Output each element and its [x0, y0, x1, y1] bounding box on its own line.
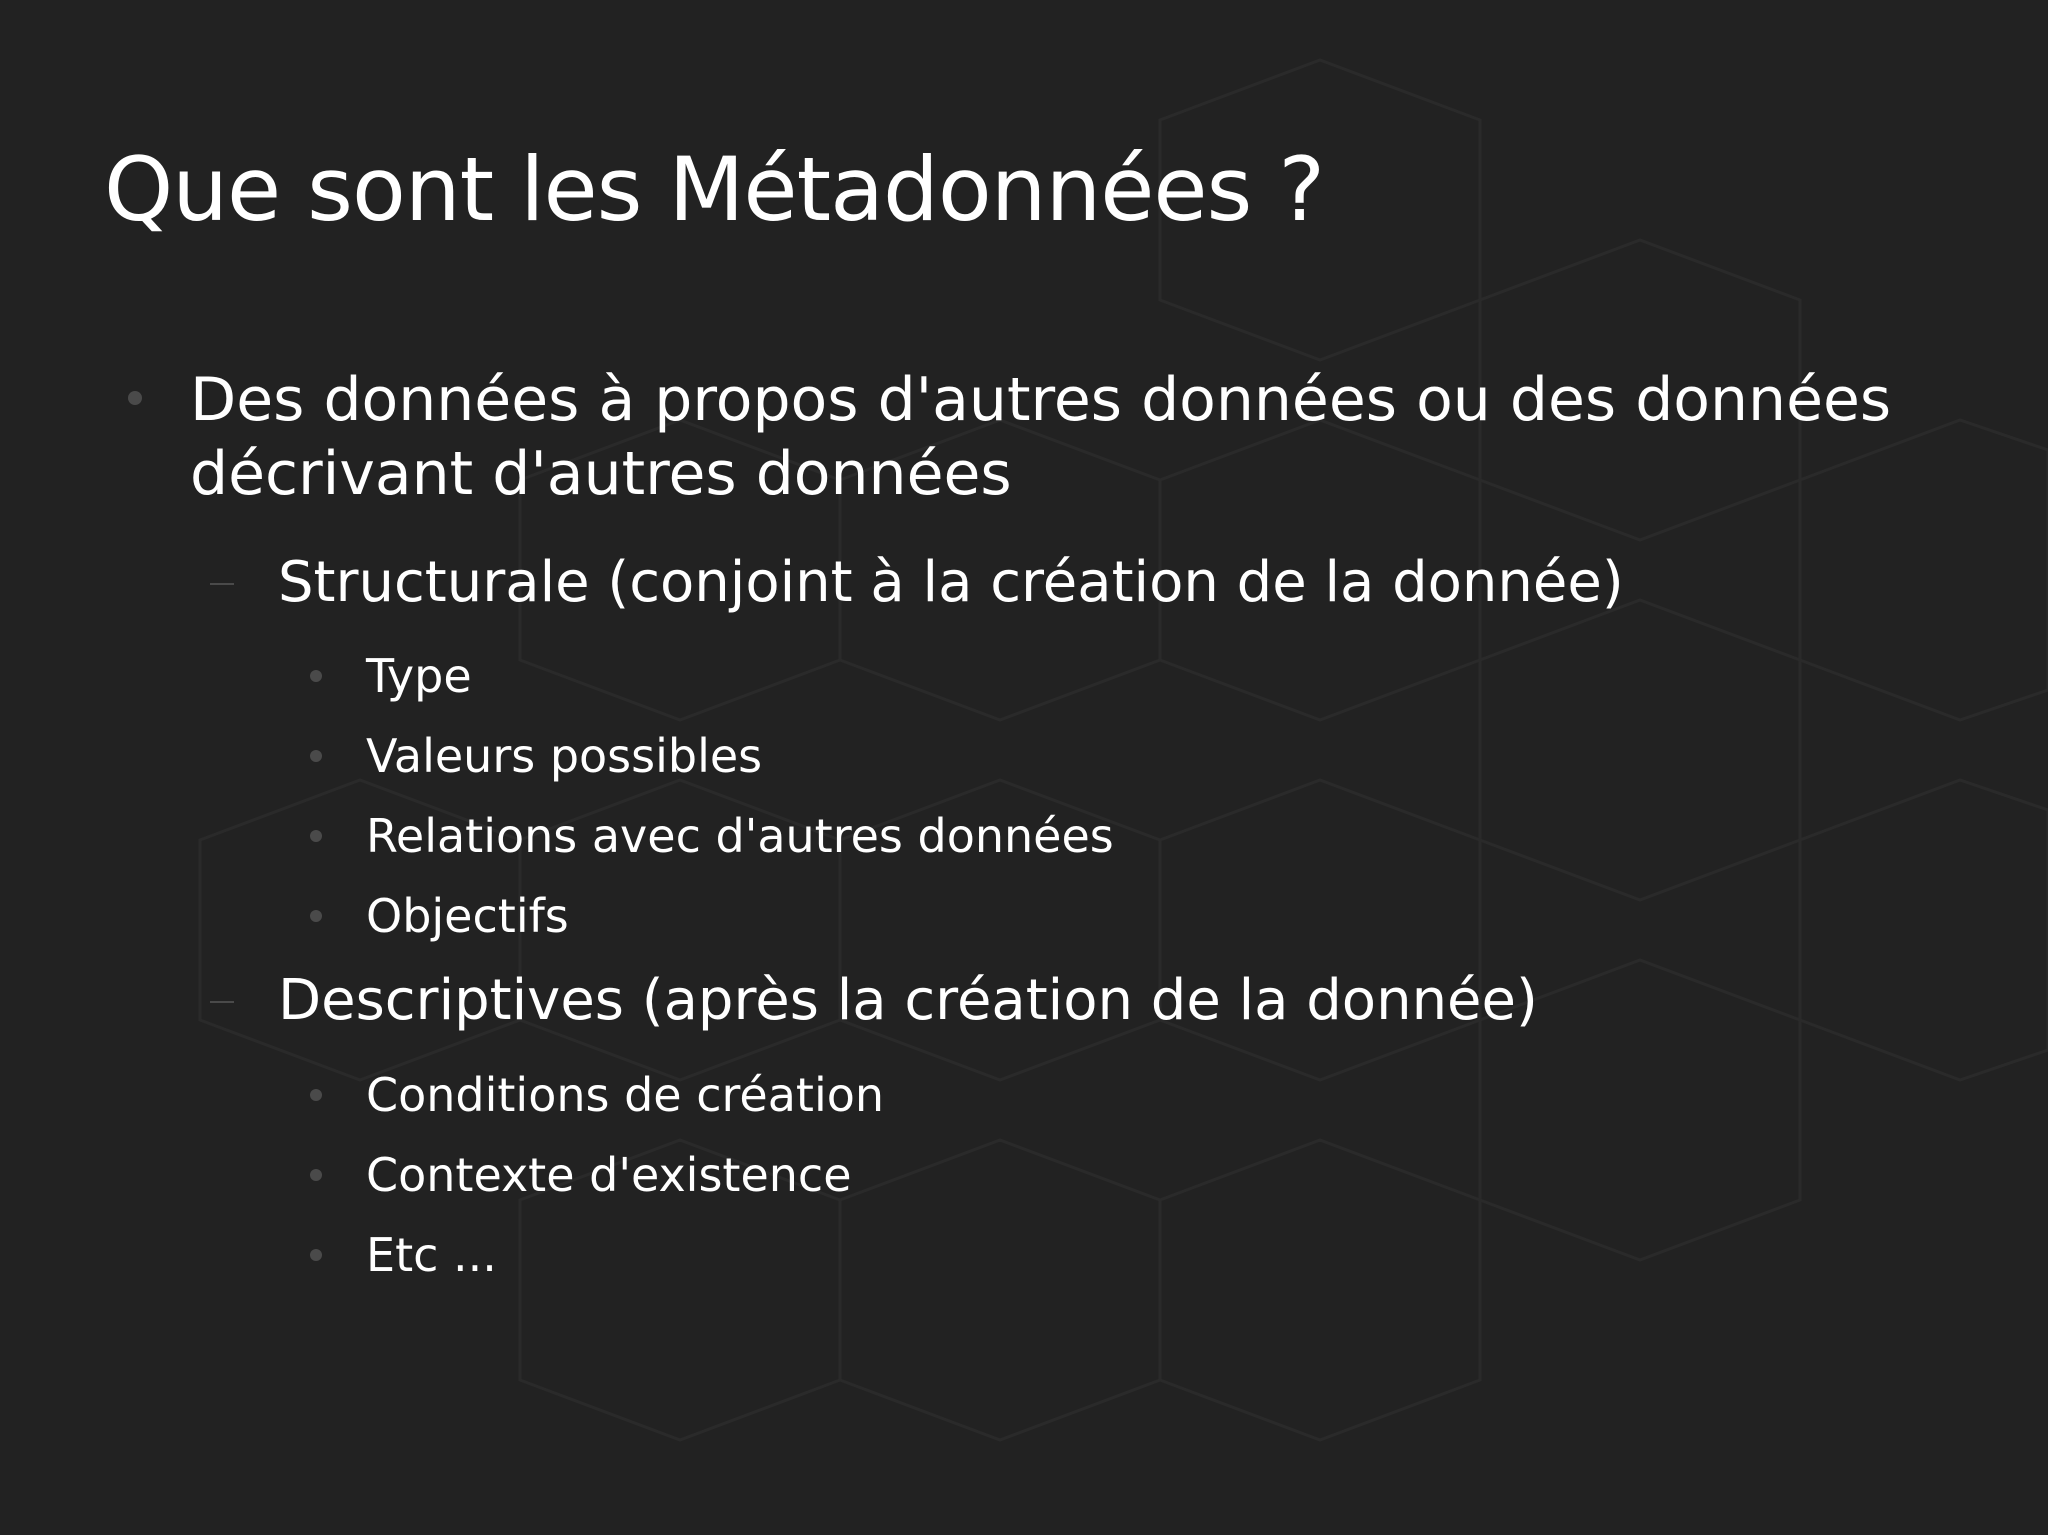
list-item: Valeurs possibles — [366, 729, 763, 783]
bullet-dot-icon — [128, 391, 142, 405]
list-item: Conditions de création — [366, 1068, 885, 1122]
bullet-dot-icon — [310, 1169, 322, 1181]
list-item: Objectifs — [366, 889, 569, 943]
list-item: Relations avec d'autres données — [366, 809, 1114, 863]
dash-bullet-icon — [210, 1001, 234, 1003]
slide-title: Que sont les Métadonnées ? — [104, 138, 1325, 241]
main-point-line-2: décrivant d'autres données — [190, 439, 1012, 509]
bullet-dot-icon — [310, 750, 322, 762]
bullet-dot-icon — [310, 910, 322, 922]
bullet-dot-icon — [310, 1249, 322, 1261]
dash-bullet-icon — [210, 583, 234, 585]
bullet-dot-icon — [310, 830, 322, 842]
list-item: Contexte d'existence — [366, 1148, 852, 1202]
section-descriptives-label: Descriptives (après la création de la donnée) — [278, 968, 1538, 1033]
list-item: Etc ... — [366, 1228, 497, 1282]
list-item: Type — [366, 649, 472, 703]
main-point-line-1: Des données à propos d'autres données ou des données — [190, 365, 1892, 435]
section-structurale-label: Structurale (conjoint à la création de la donnée) — [278, 550, 1624, 615]
bullet-dot-icon — [310, 670, 322, 682]
bullet-dot-icon — [310, 1089, 322, 1101]
